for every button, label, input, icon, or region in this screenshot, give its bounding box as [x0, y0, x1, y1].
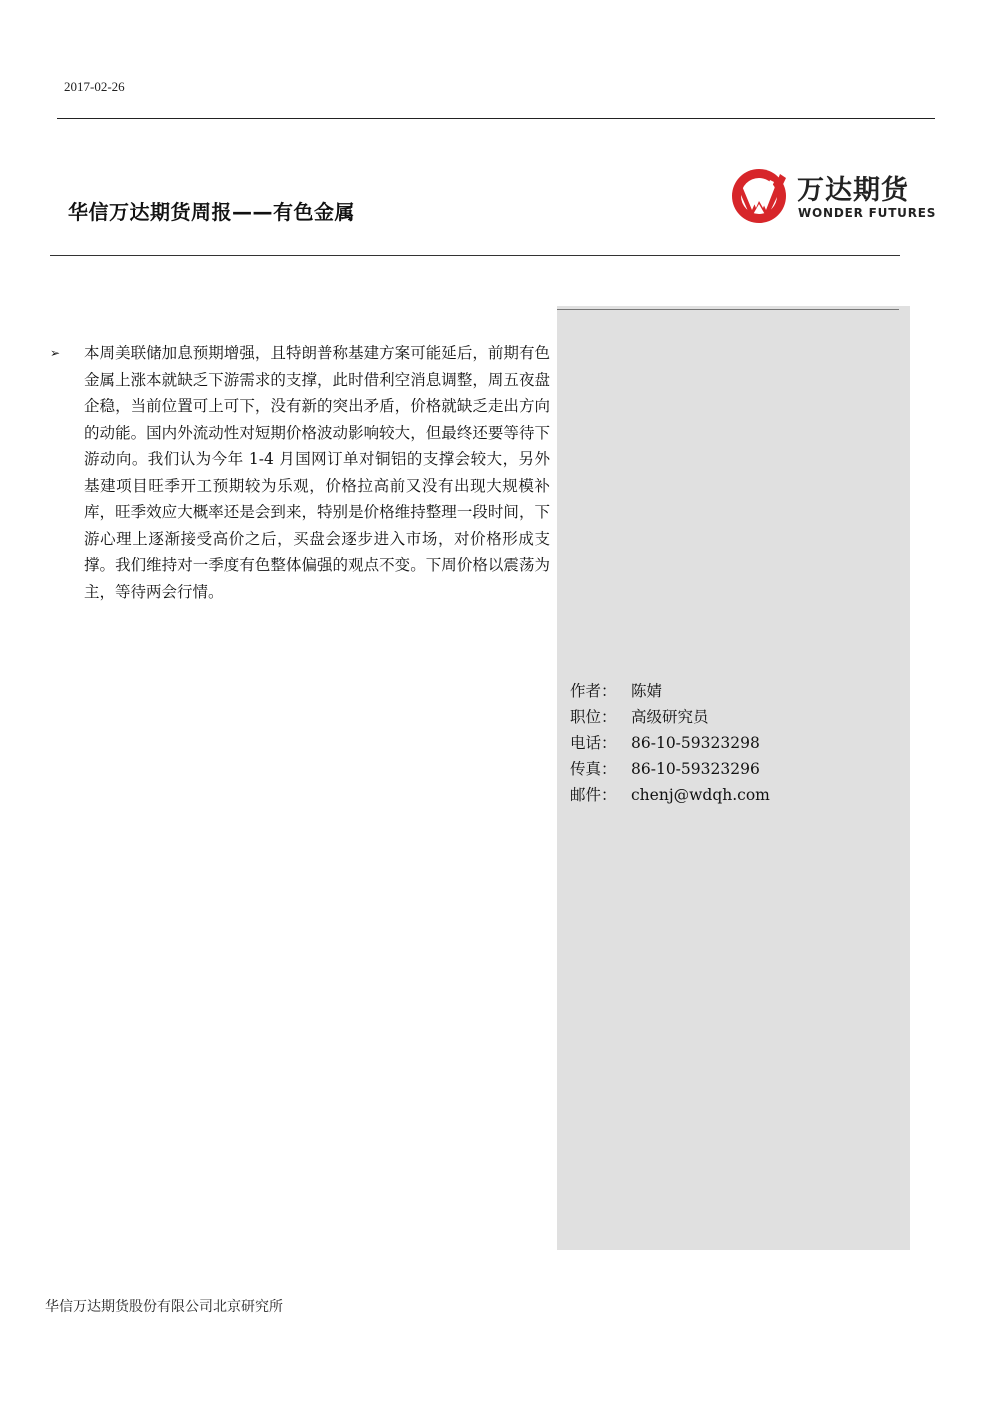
author-row-email	[570, 782, 770, 808]
logo-name-en: WONDER FUTURES	[798, 206, 937, 220]
top-rule	[57, 118, 935, 119]
phone-value: 86-10-59323298	[631, 734, 760, 752]
summary-bullet-item	[50, 340, 550, 605]
email-label: 邮件：	[570, 786, 617, 804]
author-label: 作者：	[570, 682, 617, 700]
author-info	[570, 678, 770, 808]
summary-section	[50, 340, 550, 605]
logo-name-cn: 万达期货	[797, 175, 909, 206]
title-rule	[50, 255, 900, 256]
arrow-bullet-icon: ➢	[50, 346, 61, 360]
author-row-position	[570, 704, 770, 730]
fax-value: 86-10-59323296	[631, 760, 760, 778]
author-row-fax	[570, 756, 770, 782]
author-row-phone	[570, 730, 770, 756]
author-sidebar	[557, 306, 910, 1250]
phone-label: 电话：	[570, 734, 617, 752]
position-label: 职位：	[570, 708, 617, 726]
email-value[interactable]: chenj@wdqh.com	[631, 786, 770, 804]
report-title: 华信万达期货周报——有色金属	[68, 200, 355, 224]
fax-label: 传真：	[570, 760, 617, 778]
author-row-name	[570, 678, 770, 704]
summary-paragraph: 本周美联储加息预期增强，且特朗普称基建方案可能延后，前期有色金属上涨本就缺乏下游需求的支撑，此时借利空消息调整，周五夜盘企稳，当前位置可上可下，没有新的突出矛盾，价格就缺乏走出方向的动能。国内外流动性对短期价格波动影响较大，但最终还要等待下游动向。我们认为今年 1-4 月国网订单对铜铝的支撑会较大，另外基建项目旺季开工预期较为乐观，价格拉高前又没有出现大规模补库，旺季效应大概率还是会到来，特别是价格维持整理一段时间，下游心理上逐渐接受高价之后，买盘会逐步进入市场，对价格形成支撑。我们维持对一季度有色整体偏强的观点不变。下周价格以震荡为主，等待两会行情。	[84, 344, 550, 601]
author-name: 陈婧	[631, 682, 663, 700]
footer-company: 华信万达期货股份有限公司北京研究所	[45, 1299, 283, 1315]
company-logo	[730, 164, 940, 226]
wonder-logo-icon	[730, 164, 792, 226]
position-value: 高级研究员	[631, 708, 709, 726]
sidebar-rule	[557, 309, 899, 310]
report-date: 2017-02-26	[64, 79, 125, 94]
